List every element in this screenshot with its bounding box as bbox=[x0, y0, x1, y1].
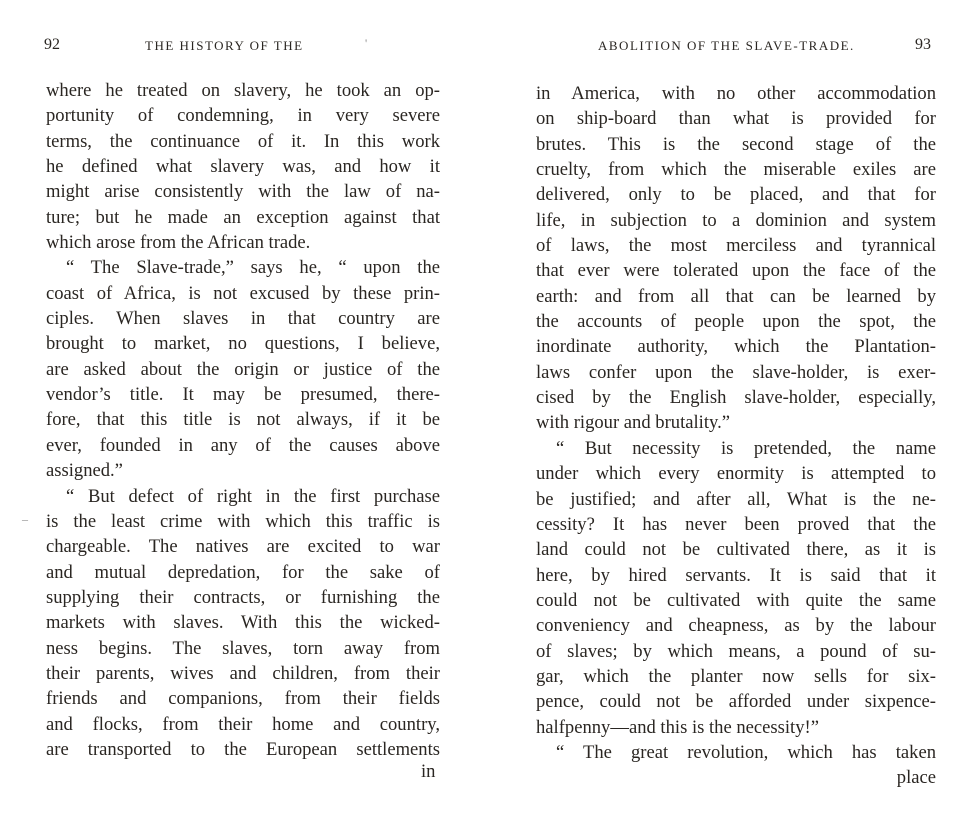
text-line: of laws, the most merciless and tyrannical bbox=[536, 235, 936, 257]
text-line: which arose from the African trade. bbox=[46, 232, 311, 254]
text-line: earth: and from all that can be learned by bbox=[536, 285, 936, 307]
text-line: “ The Slave-trade,” says he, “ upon the bbox=[66, 257, 440, 279]
text-line: he defined what slavery was, and how it bbox=[46, 156, 440, 178]
text-line: markets with slaves. With this the wicked- bbox=[46, 612, 440, 634]
running-head-left: THE HISTORY OF THE bbox=[145, 38, 304, 53]
right-page bbox=[490, 0, 980, 836]
text-line: portunity of condemning, in very severe bbox=[46, 105, 440, 127]
text-line: cessity? It has never been proved that the bbox=[536, 513, 936, 535]
text-line: that ever were tolerated upon the face of the bbox=[536, 260, 936, 282]
text-line: ture; but he made an exception against that bbox=[46, 206, 440, 228]
text-line: life, in subjection to a dominion and system bbox=[536, 209, 936, 231]
running-head-right: ABOLITION OF THE SLAVE-TRADE. bbox=[598, 38, 855, 53]
text-line: friends and companions, from their fields bbox=[46, 688, 440, 710]
text-line: terms, the continuance of it. In this work bbox=[46, 130, 440, 152]
right-page-body bbox=[536, 81, 936, 791]
text-line: in America, with no other accommodation bbox=[536, 83, 936, 104]
text-line: “ But necessity is pretended, the name bbox=[556, 437, 936, 459]
text-line: land could not be cultivated there, as it is bbox=[536, 539, 936, 561]
text-line: “ The great revolution, which has taken bbox=[556, 741, 936, 763]
left-page bbox=[0, 0, 480, 836]
text-line: under which every enormity is attempted to bbox=[536, 463, 936, 485]
page-number-right: 93 bbox=[915, 36, 931, 53]
text-line: halfpenny—and this is the necessity!” bbox=[536, 716, 819, 738]
text-line: assigned.” bbox=[46, 460, 123, 482]
text-line: cruelty, from which the miserable exiles are bbox=[536, 159, 936, 181]
catchword: in bbox=[421, 761, 436, 782]
text-line: could not be cultivated with quite the same bbox=[536, 589, 936, 611]
text-line: and mutual depredation, for the sake of bbox=[46, 561, 440, 583]
text-line: might arise consistently with the law of na- bbox=[46, 181, 440, 203]
text-line: pence, could not be afforded under sixpence- bbox=[536, 691, 936, 713]
text-line: conveniency and cheapness, as by the labour bbox=[536, 615, 936, 637]
text-line: laws confer upon the slave-holder, is exer- bbox=[536, 361, 936, 383]
text-line: cised by the English slave-holder, especially, bbox=[536, 387, 936, 409]
text-line: of slaves; by which means, a pound of su- bbox=[536, 640, 936, 662]
text-line: chargeable. The natives are excited to war bbox=[46, 536, 440, 558]
text-line: gar, which the planter now sells for six- bbox=[536, 665, 936, 687]
catchword: place bbox=[896, 767, 936, 789]
text-line: and flocks, from their home and country, bbox=[46, 713, 440, 735]
text-line: delivered, only to be placed, and that for bbox=[536, 184, 936, 206]
text-line: coast of Africa, is not excused by these prin- bbox=[46, 282, 440, 304]
text-line: is the least crime with which this traffic is bbox=[46, 510, 440, 532]
text-line: fore, that this title is not always, if it be bbox=[46, 409, 440, 431]
margin-dash: – bbox=[22, 512, 28, 526]
text-line: be justified; and after all, What is the ne- bbox=[536, 488, 936, 510]
text-line: brought to market, no questions, I believe, bbox=[46, 333, 440, 355]
text-line: brutes. This is the second stage of the bbox=[536, 133, 936, 155]
left-page-body bbox=[46, 78, 440, 762]
text-line: with rigour and brutality.” bbox=[536, 412, 730, 434]
text-line: ness begins. The slaves, torn away from bbox=[46, 637, 440, 659]
text-line: vendor’s title. It may be presumed, there- bbox=[46, 384, 440, 406]
text-line: are asked about the origin or justice of the bbox=[46, 358, 440, 380]
text-line: on ship-board than what is provided for bbox=[536, 108, 936, 130]
page-number-left: 92 bbox=[44, 36, 60, 53]
text-line: here, by hired servants. It is said that it bbox=[536, 564, 936, 586]
text-line: the accounts of people upon the spot, the bbox=[536, 311, 936, 333]
text-line: “ But defect of right in the first purchase bbox=[66, 485, 440, 507]
text-line: ciples. When slaves in that country are bbox=[46, 308, 440, 330]
text-line: ever, founded in any of the causes above bbox=[46, 434, 440, 456]
text-line: inordinate authority, which the Plantation- bbox=[536, 336, 936, 358]
text-line: supplying their contracts, or furnishing the bbox=[46, 586, 440, 608]
text-line: where he treated on slavery, he took an op- bbox=[46, 80, 440, 101]
text-line: are transported to the European settlements bbox=[46, 738, 440, 760]
print-speck: ' bbox=[365, 36, 368, 50]
text-line: their parents, wives and children, from their bbox=[46, 662, 440, 684]
